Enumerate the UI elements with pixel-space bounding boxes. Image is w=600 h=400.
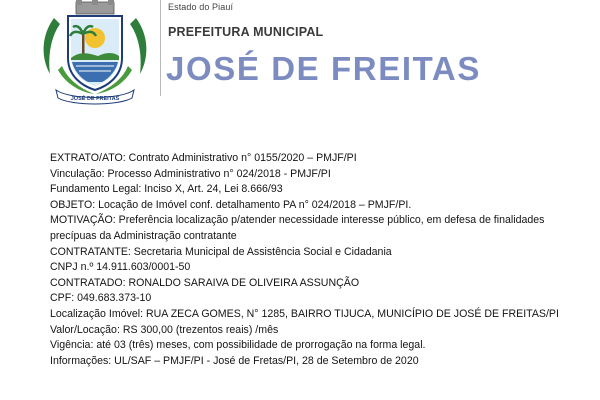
contratado-line: CONTRATADO: RONALDO SARAIVA DE OLIVEIRA ASSUNÇÃO — [50, 276, 360, 289]
contratante-line: CONTRATANTE: Secretaria Municipal de Assistência Social e Cidadania — [50, 245, 392, 258]
vinculacao-line: Vinculação: Processo Administrativo n° 024/2018 - PMJF/PI — [50, 167, 331, 180]
extract-body — [50, 151, 570, 369]
valor-line: Valor/Locação: RS 300,00 (trezentos reais) /mês — [50, 323, 279, 336]
state-name: Estado do Piauí — [168, 2, 234, 12]
extrato-line: EXTRATO/ATO: Contrato Administrativo n° 0155/2020 – PMJF/PI — [50, 152, 357, 164]
header-divider — [160, 0, 161, 96]
city-title: JOSÉ DE FREITAS — [166, 50, 481, 87]
objeto-line: OBJETO: Locação de Imóvel conf. detalhamento PA n° 024/2018 – PMJF/PI. — [50, 198, 412, 211]
fundamento-line: Fundamento Legal: Inciso X, Art. 24, Lei 8.666/93 — [50, 183, 283, 196]
vigencia-line: Vigência: até 03 (três) meses, com possibilidade de prorrogação na forma legal. — [50, 339, 426, 352]
cpf-line: CPF: 049.683.373-10 — [50, 292, 152, 305]
cnpj-line: CNPJ n.º 14.911.603/0001-50 — [50, 261, 191, 274]
prefeitura-label: PREFEITURA MUNICIPAL — [168, 25, 324, 39]
crest-banner-text: JOSÉ DE FREITAS — [70, 96, 120, 102]
informacoes-line: Informações: UL/SAF – PMJF/PI - José de Fretas/PI, 28 de Setembro de 2020 — [50, 354, 419, 367]
coat-of-arms — [36, 0, 154, 108]
motivacao-line: MOTIVAÇÃO: Preferência localização p/atender necessidade interesse público, em defesa de finalidades precípuas da Administração contratante — [50, 214, 545, 242]
localizacao-line: Localização Imóvel: RUA ZECA GOMES, N° 1285, BAIRRO TIJUCA, MUNICÍPIO DE JOSÉ DE FREITAS/PI — [50, 307, 559, 320]
